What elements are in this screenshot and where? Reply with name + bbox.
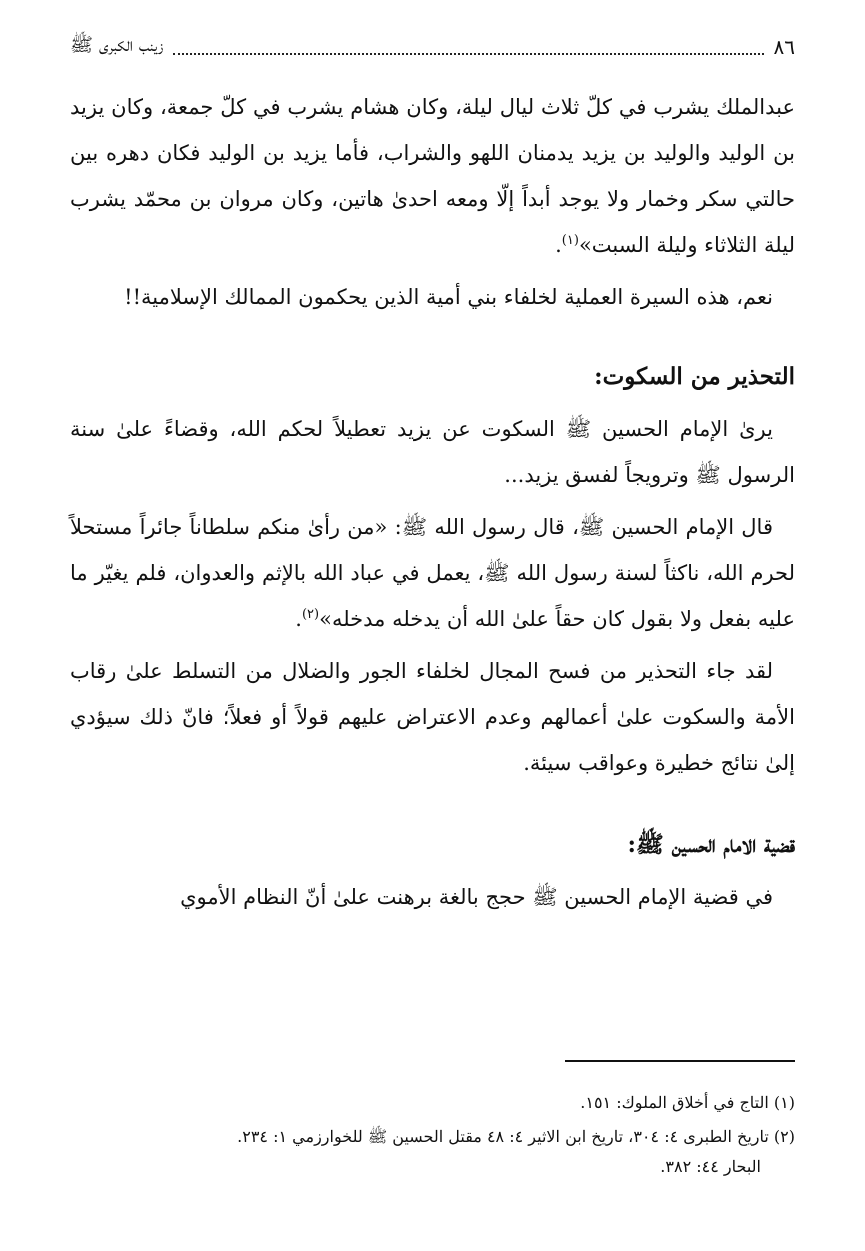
paragraph: في قضية الإمام الحسين ﷺ حجج بالغة برهنت علىٰ أنّ النظام الأموي [180,885,773,909]
paragraph [70,504,795,642]
book-title: زينب الكبرى ﷺ [70,34,164,56]
footnote-2 [70,1122,795,1182]
header-dot-leader [173,43,763,55]
paragraph-end: . [555,233,562,257]
running-header [70,30,795,64]
paragraph [70,84,795,268]
footnote-2-continuation: البحار ٤٤: ٣٨٢. [660,1157,761,1176]
paragraph-text: عبدالملك يشرب في كلّ ثلاث ليال ليلة، وكان هشام يشرب في كلّ جمعة، وكان يزيد بن الوليد والوليد بن يزيد يدمنان اللهو والشراب، فأما يزيد بن الوليد فكان دهره بين حالتي سكر وخمار ولا يوجد أبداً إلّا ومعه احدىٰ هاتين، وكان مروان بن محمّد يشرب ليلة الثلاثاء وليلة السبت» [70,95,795,257]
paragraph-end: . [295,607,302,631]
footnote-1: (١) التاج في أخلاق الملوك: ١٥١. [580,1093,795,1112]
section-spacer [70,792,795,822]
section-heading: التحذير من السكوت: [594,363,795,390]
main-text [70,84,795,926]
section-heading: قضية الامام الحسين ﷺ: [627,831,795,858]
footnote-ref: (١) [561,233,579,248]
paragraph-text: قال الإمام الحسين ﷺ، قال رسول الله ﷺ: «من رأىٰ منكم سلطاناً جائراً مستحلاً لحرم الله، ناكثاً لسنة رسول الله ﷺ، يعمل في عباد الله بالإثم والعدوان، فلم يغيّر ما عليه بفعل ولا بقول كان حقاً علىٰ الله أن يدخله مدخله» [70,515,795,631]
footnote-ref: (٢) [301,607,320,622]
paragraph: نعم، هذه السيرة العملية لخلفاء بني أمية الذين يحكمون الممالك الإسلامية!! [124,285,773,309]
footnotes [70,1088,795,1186]
footnote-2-text: (٢) تاريخ الطبرى ٤: ٣٠٤، تاريخ ابن الاثير ٤: ٤٨ مقتل الحسين ﷺ للخوارزمي ١: ٢٣٤. [237,1127,795,1146]
paragraph: يرىٰ الإمام الحسين ﷺ السكوت عن يزيد تعطيلاً لحكم الله، وقضاءً علىٰ سنة الرسول ﷺ وترويجاً لفسق يزيد... [70,417,795,487]
footnote-separator [565,1060,795,1062]
section-spacer [70,326,795,354]
page-number: ٨٦ [773,35,795,59]
paragraph: لقد جاء التحذير من فسح المجال لخلفاء الجور والضلال من التسلط علىٰ رقاب الأمة والسكوت علىٰ أعمالهم وعدم الاعتراض عليهم قولاً أو فعلاً؛ فانّ ذلك سيؤدي إلىٰ نتائج خطيرة وعواقب سيئة. [70,659,795,775]
